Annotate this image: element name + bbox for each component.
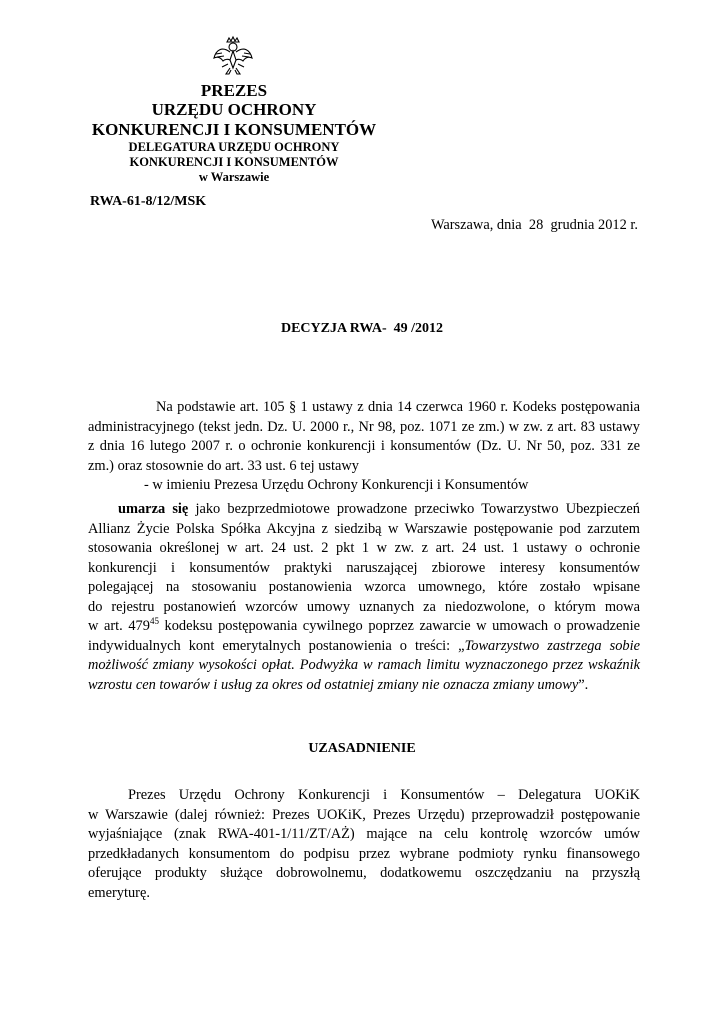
justification-line: w Warszawie (dalej również: Prezes UOKiK, Prezes Urzędu) przeprowadził postępowanie bbox=[88, 806, 640, 823]
quoted-clause: Towarzystwo zastrzega sobie bbox=[464, 637, 640, 654]
ruling-paragraph bbox=[88, 500, 640, 695]
justification-paragraph bbox=[88, 786, 640, 903]
ruling-line: konkurencji i konsumentów praktyki naruszającej zbiorowe interesy konsumentów bbox=[88, 559, 640, 576]
justification-line: oferujące produkty służące dobrowolnemu, dodatkowemu oszczędzaniu na przyszłą bbox=[88, 865, 640, 881]
justification-line: przedkładanych konsumentom do podpisu przez wybrane podmioty rynku finansowego bbox=[88, 845, 640, 862]
ruling-line: polegającej na stosowaniu postanowienia wzorca umownego, które zostało wpisane bbox=[88, 579, 640, 595]
justification-line: Prezes Urzędu Ochrony Konkurencji i Konsumentów – Delegatura UOKiK bbox=[128, 787, 640, 803]
basis-line: administracyjnego (tekst jedn. Dz. U. 2000 r., Nr 98, poz. 1071 ze zm.) w zw. z art. 83 ustawy bbox=[88, 418, 640, 435]
header-prezes: PREZES bbox=[200, 81, 268, 100]
header-delegatura-konkurencji: KONKURENCJI I KONSUMENTÓW bbox=[129, 155, 339, 169]
ruling-line bbox=[88, 500, 640, 520]
footnote-superscript: 45 bbox=[149, 616, 159, 627]
quoted-clause: wzrostu cen towarów i usług za okres od ostatniej zmiany nie oznacza zmiany umowy bbox=[88, 676, 579, 693]
quoted-clause: możliwość zmiany wysokości opłat. Podwyżka w ramach limitu wyznaczonego przez wskaźnik bbox=[88, 657, 640, 673]
ruling-text: ”. bbox=[578, 676, 589, 693]
header-urzedu-ochrony: URZĘDU OCHRONY bbox=[151, 100, 317, 119]
ruling-line bbox=[88, 637, 640, 657]
ruling-line bbox=[88, 656, 640, 676]
ruling-text: kodeksu postępowania cywilnego poprzez zawarcie w umowach o prowadzenie bbox=[158, 618, 640, 634]
justification-line: emeryturę. bbox=[88, 884, 150, 901]
polish-eagle-emblem-icon bbox=[210, 34, 256, 80]
ruling-line bbox=[88, 617, 640, 637]
ruling-line bbox=[88, 676, 640, 696]
header-w-warszawie: w Warszawie bbox=[198, 170, 270, 184]
ruling-line: do rejestru postanowień wzorców umowy uznanych za niedozwolone, o którym mowa bbox=[88, 598, 640, 615]
legal-basis-paragraph bbox=[88, 398, 640, 476]
ruling-line: Allianz Życie Polska Spółka Akcyjna z siedzibą w Warszawie postępowanie pod zarzutem bbox=[88, 520, 640, 537]
on-behalf-line: - w imieniu Prezesa Urzędu Ochrony Konkurencji i Konsumentów bbox=[144, 477, 529, 493]
justification-line: wyjaśniające (znak RWA-401-1/11/ZT/AŻ) mające na celu kontrolę wzorców umów bbox=[88, 826, 640, 842]
basis-line: z dnia 16 lutego 2007 r. o ochronie konkurencji i konsumentów (Dz. U. Nr 50, poz. 331 ze bbox=[88, 438, 640, 454]
ruling-text: jako bezprzedmiotowe prowadzone przeciwko Towarzystwo Ubezpieczeń bbox=[188, 501, 640, 517]
reference-number: RWA-61-8/12/MSK bbox=[90, 194, 207, 209]
justification-title: UZASADNIENIE bbox=[308, 741, 416, 756]
decision-title: DECYZJA RWA- 49 /2012 bbox=[280, 321, 444, 336]
header-konkurencji: KONKURENCJI I KONSUMENTÓW bbox=[91, 120, 377, 139]
header-delegatura: DELEGATURA URZĘDU OCHRONY bbox=[128, 140, 340, 154]
date-line: Warszawa, dnia 28 grudnia 2012 r. bbox=[430, 217, 638, 233]
basis-line: Na podstawie art. 105 § 1 ustawy z dnia 14 czerwca 1960 r. Kodeks postępowania bbox=[156, 399, 640, 415]
ruling-line: stosowania określonej w art. 24 ust. 2 pkt 1 w zw. z art. 24 ust. 1 ustawy o ochronie bbox=[88, 540, 640, 556]
ruling-text: w art. 479 bbox=[88, 618, 150, 634]
basis-line: zm.) oraz stosownie do art. 33 ust. 6 tej ustawy bbox=[88, 457, 359, 474]
ruling-text: indywidualnych kont emerytalnych postanowienia o treści: „ bbox=[88, 637, 465, 654]
ruling-keyword: umarza się bbox=[118, 501, 189, 517]
